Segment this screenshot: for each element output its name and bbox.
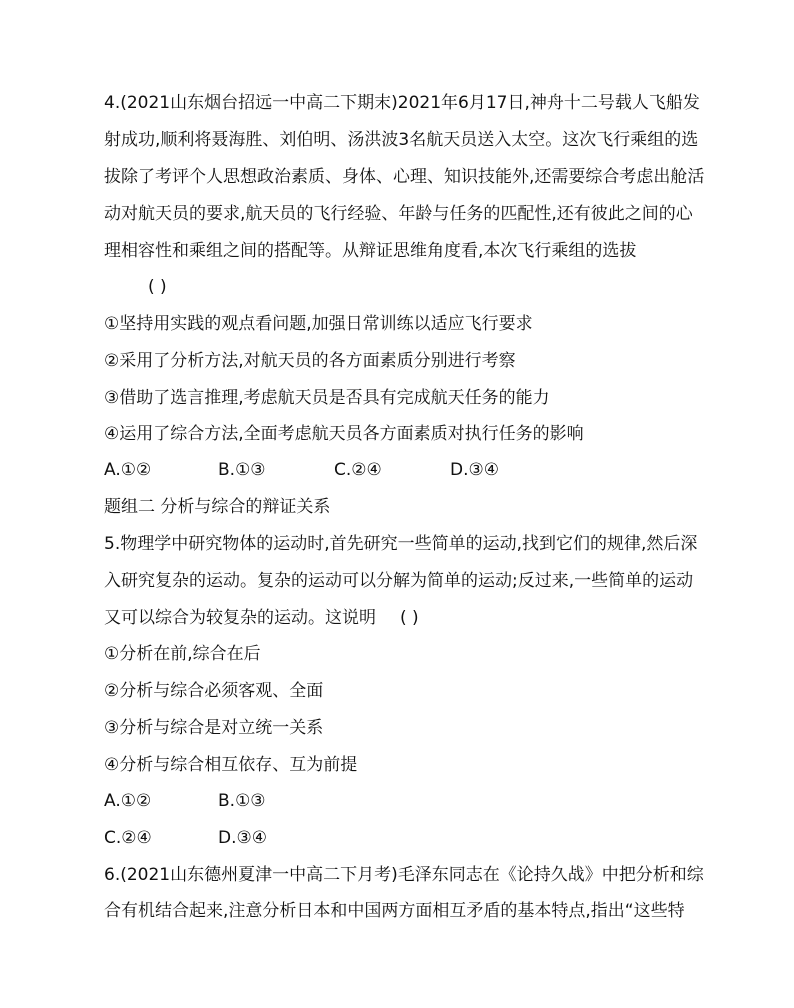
- q5-statement-3: ③分析与综合是对立统一关系: [104, 718, 324, 738]
- q5-stem-line-3: 又可以综合为较复杂的运动。这说明: [104, 608, 376, 628]
- q4-stem-line-2: 射成功,顺利将聂海胜、刘伯明、汤洪波3名航天员送入太空。这次飞行乘组的选: [104, 130, 699, 150]
- q5-stem-line-1: 5.物理学中研究物体的运动时,首先研究一些简单的运动,找到它们的规律,然后深: [104, 534, 698, 554]
- q4-statement-2: ②采用了分析方法,对航天员的各方面素质分别进行考察: [104, 351, 516, 371]
- q4-option-c: C.②④: [334, 460, 382, 480]
- q4-stem-line-3: 拔除了考评个人思想政治素质、身体、心理、知识技能外,还需要综合考虑出舱活: [104, 167, 705, 187]
- q4-statement-3: ③借助了选言推理,考虑航天员是否具有完成航天任务的能力: [104, 388, 550, 408]
- q5-statement-1: ①分析在前,综合在后: [104, 644, 261, 664]
- q5-option-a: A.①②: [104, 791, 152, 811]
- q5-answer-blank: ( ): [400, 608, 419, 628]
- q5-statement-4: ④分析与综合相互依存、互为前提: [104, 755, 358, 775]
- q4-option-a: A.①②: [104, 460, 152, 480]
- group-2-heading: 题组二 分析与综合的辩证关系: [104, 497, 331, 517]
- q4-answer-blank: ( ): [148, 277, 167, 297]
- q6-stem-line-2: 合有机结合起来,注意分析日本和中国两方面相互矛盾的基本特点,指出“这些特: [104, 901, 685, 921]
- q5-statement-2: ②分析与综合必须客观、全面: [104, 681, 324, 701]
- q4-statement-4: ④运用了综合方法,全面考虑航天员各方面素质对执行任务的影响: [104, 424, 584, 444]
- q4-statement-1: ①坚持用实践的观点看问题,加强日常训练以适应飞行要求: [104, 314, 533, 334]
- q5-option-c: C.②④: [104, 828, 152, 848]
- q4-option-b: B.①③: [218, 460, 266, 480]
- q6-stem-line-1: 6.(2021山东德州夏津一中高二下月考)毛泽东同志在《论持久战》中把分析和综: [104, 865, 704, 885]
- q4-stem-line-1: 4.(2021山东烟台招远一中高二下期末)2021年6月17日,神舟十二号载人飞船发: [104, 93, 700, 113]
- q5-stem-line-2: 入研究复杂的运动。复杂的运动可以分解为简单的运动;反过来,一些简单的运动: [104, 571, 694, 591]
- q5-option-b: B.①③: [218, 791, 266, 811]
- q5-option-d: D.③④: [218, 828, 267, 848]
- q4-option-d: D.③④: [450, 460, 499, 480]
- q4-stem-line-5: 理相容性和乘组之间的搭配等。从辩证思维角度看,本次飞行乘组的选拔: [104, 241, 637, 261]
- q4-stem-line-4: 动对航天员的要求,航天员的飞行经验、年龄与任务的匹配性,还有彼此之间的心: [104, 204, 693, 224]
